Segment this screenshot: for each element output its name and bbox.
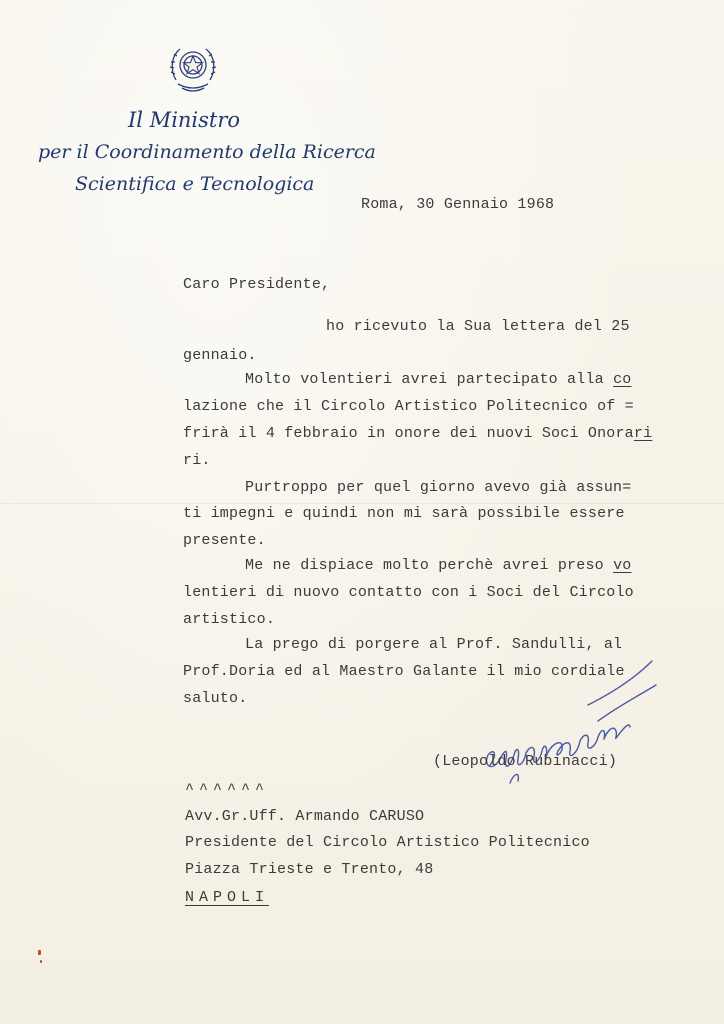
body-line: ri. [183, 452, 211, 469]
body-line: Prof.Doria ed al Maestro Galante il mio cordiale [183, 663, 625, 680]
body-line: saluto. [183, 690, 248, 707]
letterhead-line-3: Scientifica e Tecnologica [75, 173, 315, 195]
salutation: Caro Presidente, [183, 276, 331, 293]
body-text-underlined: vo [613, 557, 632, 574]
caret-marks: ^^^^^^ [185, 781, 270, 798]
body-line: La prego di porgere al Prof. Sandulli, al [245, 636, 623, 653]
italian-republic-emblem-icon [168, 40, 218, 96]
body-line: lazione che il Circolo Artistico Politecnico of = [183, 398, 634, 415]
signatory-name: (Leopoldo Rubinacci) [433, 753, 618, 770]
body-line [245, 557, 631, 574]
body-line: ti impegni e quindi non mi sarà possibile essere [183, 505, 625, 522]
address-city: NAPOLI [185, 889, 270, 906]
paper-speck [38, 950, 41, 955]
body-text: frirà il 4 febbraio in onore dei nuovi Soci Onora [183, 425, 634, 442]
letter-date: Roma, 30 Gennaio 1968 [361, 196, 555, 213]
letterhead-line-2: per il Coordinamento della Ricerca [38, 141, 376, 163]
body-line [183, 425, 652, 442]
body-line: Purtroppo per quel giorno avevo già assun= [245, 479, 632, 496]
address-line: Presidente del Circolo Artistico Politecnico [185, 834, 590, 851]
body-line: ho ricevuto la Sua lettera del 25 [326, 318, 630, 335]
body-text-underlined: ri [633, 425, 653, 442]
paper-speck [40, 960, 42, 963]
address-line: Avv.Gr.Uff. Armando CARUSO [185, 808, 425, 825]
address-line: Piazza Trieste e Trento, 48 [185, 861, 434, 878]
body-line: gennaio. [183, 347, 257, 364]
body-line: artistico. [183, 611, 276, 628]
letterhead-line-1: Il Ministro [128, 108, 241, 132]
fold-line [0, 503, 724, 504]
body-text: Me ne dispiace molto perchè avrei preso [245, 557, 614, 574]
body-line: presente. [183, 532, 266, 549]
body-text: Molto volentieri avrei partecipato alla [245, 371, 614, 388]
body-line: lentieri di nuovo contatto con i Soci del Circolo [183, 584, 634, 601]
body-text-underlined: co [613, 371, 632, 388]
body-line [245, 371, 631, 388]
handwritten-signature [480, 655, 670, 810]
